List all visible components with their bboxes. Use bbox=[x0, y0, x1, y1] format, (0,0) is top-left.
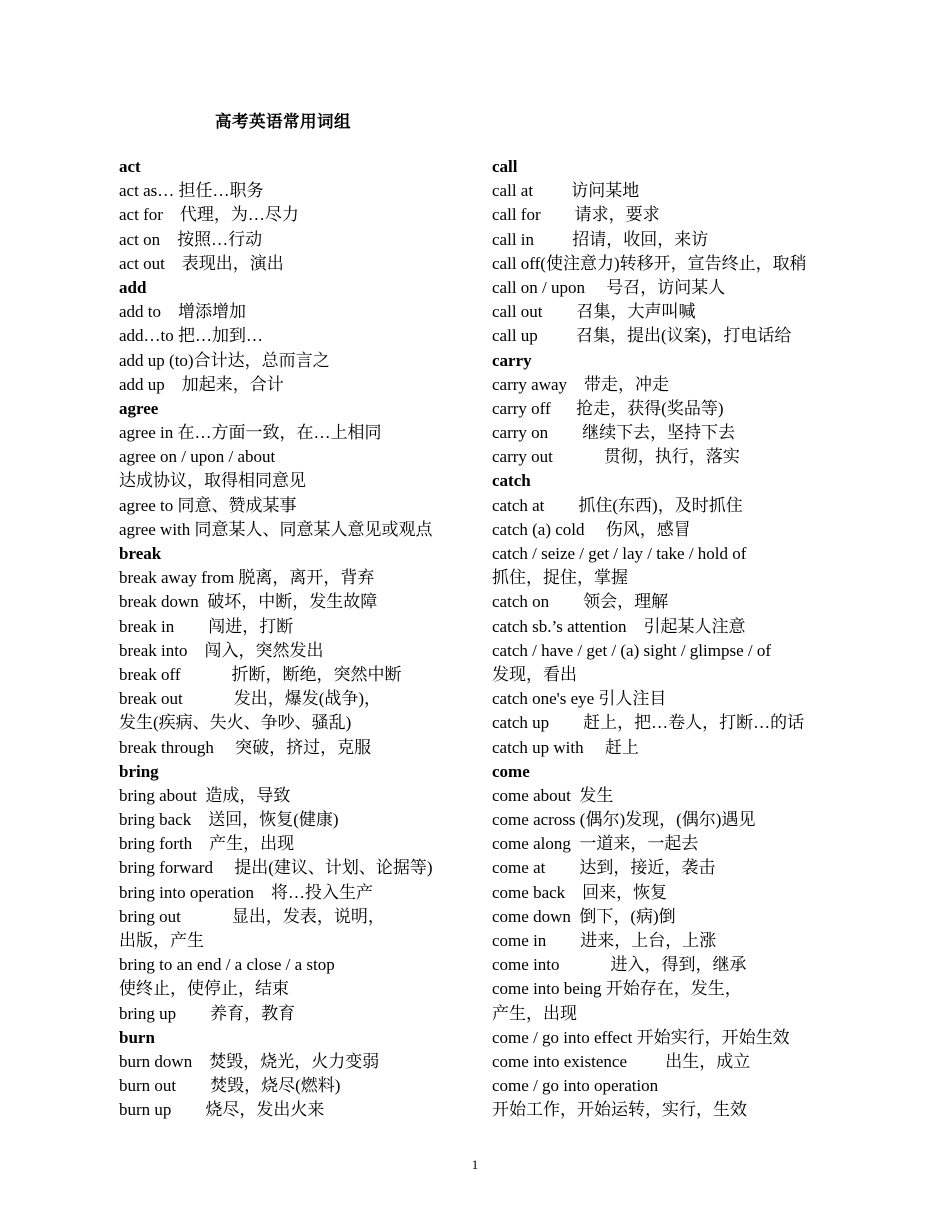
entry-line: burn up 烧尽，发出火来 bbox=[119, 1100, 325, 1120]
entry-line: bring out 显出，发表，说明， bbox=[119, 906, 385, 926]
entry-line: catch (a) cold 伤风，感冒 bbox=[492, 519, 691, 539]
entry-line: come along 一道来，一起去 bbox=[492, 834, 699, 854]
entry-line: come down 倒下，(病)倒 bbox=[492, 906, 676, 926]
entry-line: carry off 抢走，获得(奖品等) bbox=[492, 398, 724, 418]
entry-line: carry away 带走，冲走 bbox=[492, 374, 670, 394]
entry-line: catch / have / get / (a) sight / glimpse / of bbox=[492, 640, 772, 660]
entry-line: call up 召集，提出(议案)，打电话给 bbox=[492, 326, 792, 346]
entry-line: break in 闯进，打断 bbox=[119, 616, 294, 636]
entry-line: 产生，出现 bbox=[492, 1003, 577, 1023]
entry-heading: call bbox=[492, 157, 518, 176]
entry-line: catch up with 赶上 bbox=[492, 737, 639, 757]
entry-line: add up (to)合计达，总而言之 bbox=[119, 350, 330, 370]
entry-line: come in 进来，上台，上涨 bbox=[492, 931, 717, 950]
entry-line: act out 表现出，演出 bbox=[119, 253, 284, 273]
entry-line: act as… 担任…职务 bbox=[119, 181, 264, 201]
entry-line: catch / seize / get / lay / take / hold of bbox=[492, 544, 747, 563]
entry-line: break out 发出，爆发(战争)， bbox=[119, 689, 382, 709]
entry-line: break down 破坏，中断，发生故障 bbox=[119, 592, 378, 612]
entry-line: catch at 抓住(东西)，及时抓住 bbox=[492, 495, 743, 515]
entry-line: add to 增添增加 bbox=[119, 302, 247, 322]
entry-line: 发生(疾病、失火、争吵、骚乱) bbox=[119, 713, 352, 733]
entry-line: 发现，看出 bbox=[492, 664, 577, 684]
entry-heading: add bbox=[119, 277, 147, 297]
entry-line: call on / upon 号召，访问某人 bbox=[492, 277, 726, 297]
entry-line: catch on 领会，理解 bbox=[492, 592, 669, 612]
entry-heading: break bbox=[119, 544, 162, 563]
entry-line: burn out 焚毁，烧尽(燃料) bbox=[119, 1076, 341, 1096]
entry-line: act for 代理，为…尽力 bbox=[119, 205, 299, 225]
entry-line: call for 请求，要求 bbox=[492, 205, 660, 225]
entry-line: 达成协议，取得相同意见 bbox=[119, 471, 306, 491]
entry-line: agree on / upon / about bbox=[119, 447, 276, 467]
entry-heading: bring bbox=[119, 761, 159, 781]
entry-line: carry out 贯彻，执行，落实 bbox=[492, 447, 740, 467]
entry-line: bring about 造成，导致 bbox=[119, 785, 291, 805]
entry-line: come into being 开始存在，发生， bbox=[492, 979, 742, 999]
entry-line: agree with 同意某人、同意某人意见或观点 bbox=[119, 519, 433, 539]
entry-line: call out 召集，大声叫喊 bbox=[492, 302, 696, 322]
left-column bbox=[119, 155, 491, 1123]
entry-line: agree in 在…方面一致，在…上相同 bbox=[119, 423, 382, 443]
entry-line: add up 加起来，合计 bbox=[119, 374, 284, 394]
entry-line: call off(使注意力)转移开，宣告终止，取稍 bbox=[492, 253, 807, 273]
entry-line: come / go into effect 开始实行，开始生效 bbox=[492, 1027, 790, 1047]
entry-line: come back 回来，恢复 bbox=[492, 882, 668, 902]
entry-line: 开始工作，开始运转，实行，生效 bbox=[492, 1100, 747, 1120]
entry-line: 出版，产生 bbox=[119, 931, 204, 950]
entry-line: 抓住，捉住，掌握 bbox=[492, 568, 628, 588]
entry-line: act on 按照…行动 bbox=[119, 229, 263, 249]
entry-line: call in 招请，收回，来访 bbox=[492, 229, 709, 249]
entry-line: bring to an end / a close / a stop bbox=[119, 955, 335, 975]
entry-line: come / go into operation bbox=[492, 1076, 659, 1096]
entry-line: come into existence 出生，成立 bbox=[492, 1051, 751, 1071]
entry-line: break off 折断，断绝，突然中断 bbox=[119, 664, 402, 684]
entry-heading: act bbox=[119, 157, 141, 176]
entry-line: carry on 继续下去，坚持下去 bbox=[492, 423, 736, 443]
entry-line: break away from 脱离，离开，背弃 bbox=[119, 568, 375, 588]
entry-line: catch one's eye 引人注目 bbox=[492, 689, 667, 709]
entry-line: bring forth 产生，出现 bbox=[119, 834, 295, 854]
entry-line: bring back 送回，恢复(健康) bbox=[119, 810, 339, 830]
entry-line: bring up 养育，教育 bbox=[119, 1003, 296, 1023]
entry-line: come into 进入，得到，继承 bbox=[492, 955, 747, 975]
page-number: 1 bbox=[471, 1157, 479, 1172]
entry-heading: come bbox=[492, 761, 530, 781]
entry-heading: carry bbox=[492, 350, 532, 370]
entry-heading: agree bbox=[119, 398, 159, 418]
entry-line: catch up 赶上，把…卷人，打断…的话 bbox=[492, 713, 805, 733]
entry-line: break into 闯入，突然发出 bbox=[119, 640, 324, 660]
entry-line: agree to 同意、赞成某事 bbox=[119, 495, 297, 515]
entry-line: burn down 焚毁，烧光，火力变弱 bbox=[119, 1051, 380, 1071]
entry-line: add…to 把…加到… bbox=[119, 326, 264, 346]
entry-line: come at 达到，接近，袭击 bbox=[492, 858, 716, 878]
entry-line: come across (偶尔)发现，(偶尔)遇见 bbox=[492, 810, 756, 830]
entry-line: call at 访问某地 bbox=[492, 181, 640, 201]
entry-heading: catch bbox=[492, 471, 531, 491]
entry-line: bring into operation 将…投入生产 bbox=[119, 882, 374, 902]
entry-line: break through 突破，挤过，克服 bbox=[119, 737, 372, 757]
entry-line: come about 发生 bbox=[492, 785, 614, 805]
entry-heading: burn bbox=[119, 1027, 155, 1047]
document-title: 高考英语常用词组 bbox=[215, 112, 351, 131]
entry-line: catch sb.’s attention 引起某人注意 bbox=[492, 616, 746, 636]
right-column bbox=[492, 155, 837, 1123]
entry-line: bring forward 提出(建议、计划、论据等) bbox=[119, 858, 433, 878]
entry-line: 使终止，使停止，结束 bbox=[119, 979, 289, 999]
